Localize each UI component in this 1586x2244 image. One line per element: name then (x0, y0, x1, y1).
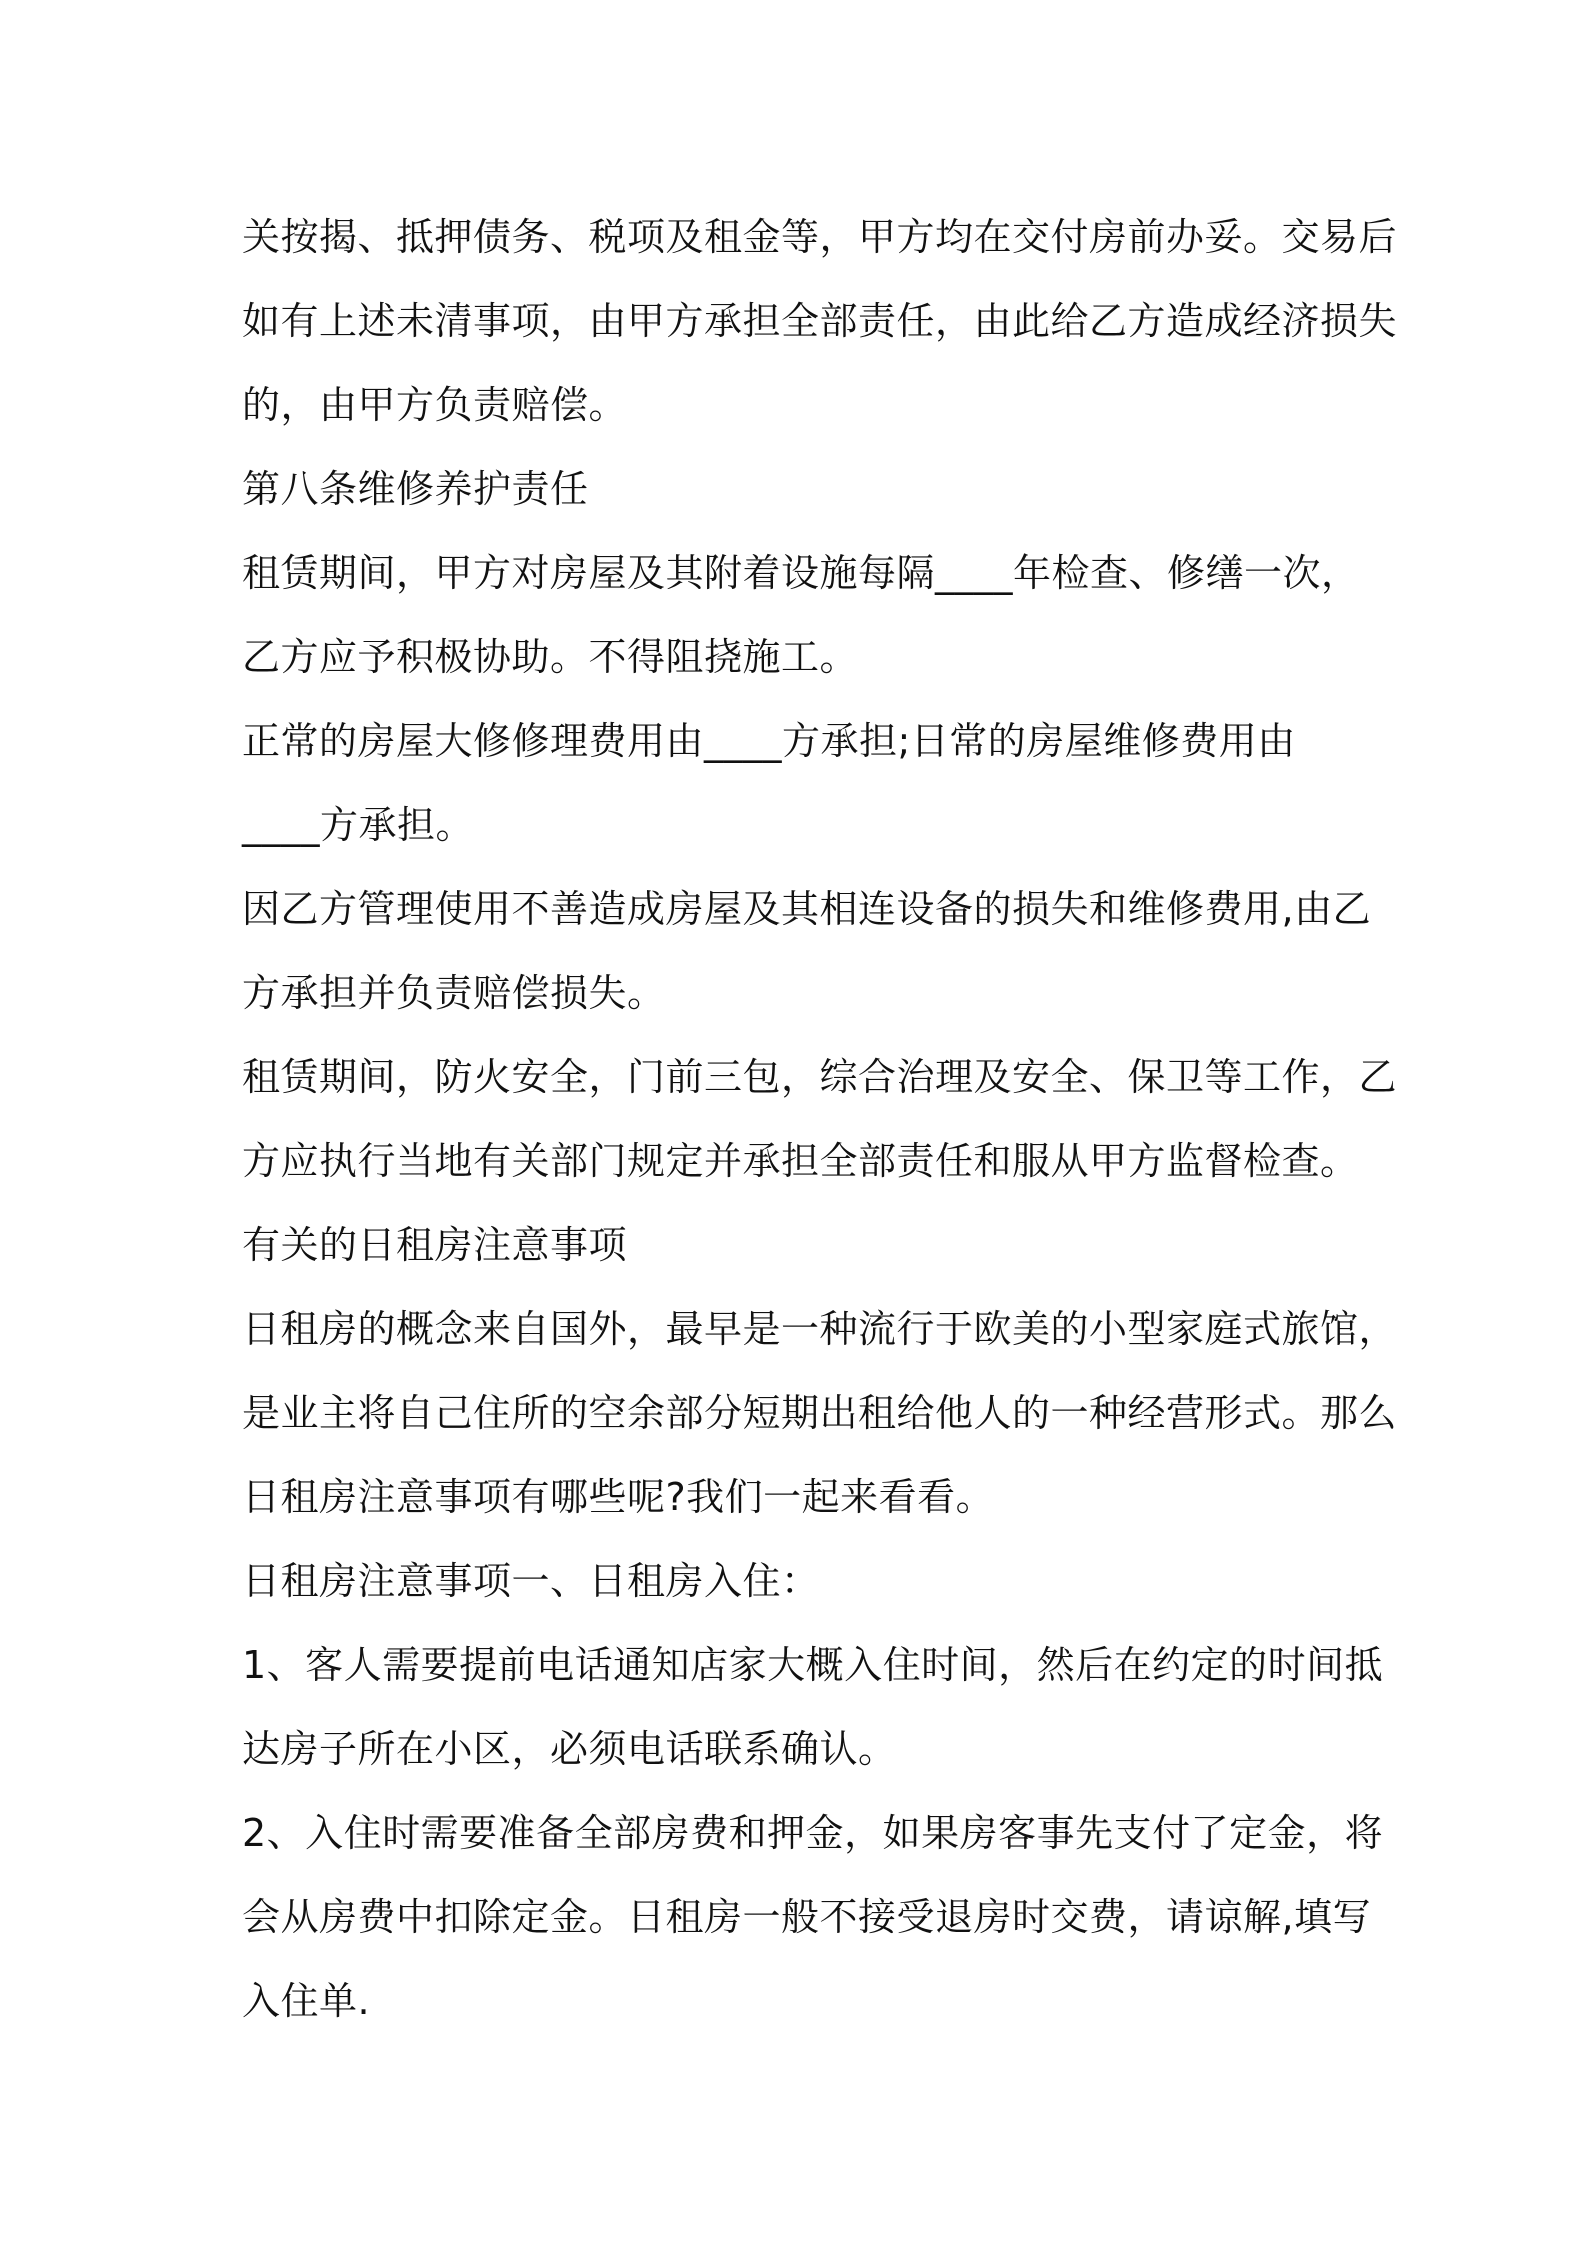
text-line: 是业主将自己住所的空余部分短期出租给他人的一种经营形式。那么 (242, 1391, 1398, 1435)
text-line: 正常的房屋大修修理费用由____方承担;日常的房屋维修费用由 (242, 719, 1296, 763)
section-heading: 有关的日租房注意事项 (242, 1223, 628, 1267)
text-line: 乙方应予积极协助。不得阻挠施工。 (242, 635, 859, 679)
text-line: 日租房的概念来自国外，最早是一种流行于欧美的小型家庭式旅馆， (242, 1307, 1398, 1351)
text-line: 关按揭、抵押债务、税项及租金等，甲方均在交付房前办妥。交易后 (242, 215, 1398, 259)
text-line: 1、客人需要提前电话通知店家大概入住时间，然后在约定的时间抵 (242, 1643, 1384, 1687)
text-line: 方应执行当地有关部门规定并承担全部责任和服从甲方监督检查。 (242, 1139, 1359, 1183)
text-line: 租赁期间，防火安全，门前三包，综合治理及安全、保卫等工作，乙 (242, 1055, 1398, 1099)
text-line: ____方承担。 (242, 803, 475, 847)
text-line: 入住单. (242, 1979, 371, 2023)
text-line: 日租房注意事项有哪些呢?我们一起来看看。 (242, 1475, 995, 1519)
text-line: 2、入住时需要准备全部房费和押金，如果房客事先支付了定金，将 (242, 1811, 1384, 1855)
section-heading: 日租房注意事项一、日租房入住： (242, 1559, 820, 1603)
text-line: 方承担并负责赔偿损失。 (242, 971, 666, 1015)
text-line: 会从房费中扣除定金。日租房一般不接受退房时交费，请谅解,填写 (242, 1895, 1372, 1939)
section-heading: 第八条维修养护责任 (242, 467, 589, 511)
text-line: 达房子所在小区，必须电话联系确认。 (242, 1727, 897, 1771)
text-line: 如有上述未清事项，由甲方承担全部责任，由此给乙方造成经济损失 (242, 299, 1398, 343)
text-line: 因乙方管理使用不善造成房屋及其相连设备的损失和维修费用,由乙 (242, 887, 1372, 931)
text-line: 的，由甲方负责赔偿。 (242, 383, 628, 427)
text-line: 租赁期间，甲方对房屋及其附着设施每隔____年检查、修缮一次， (242, 551, 1360, 595)
document-body (242, 195, 1398, 2043)
